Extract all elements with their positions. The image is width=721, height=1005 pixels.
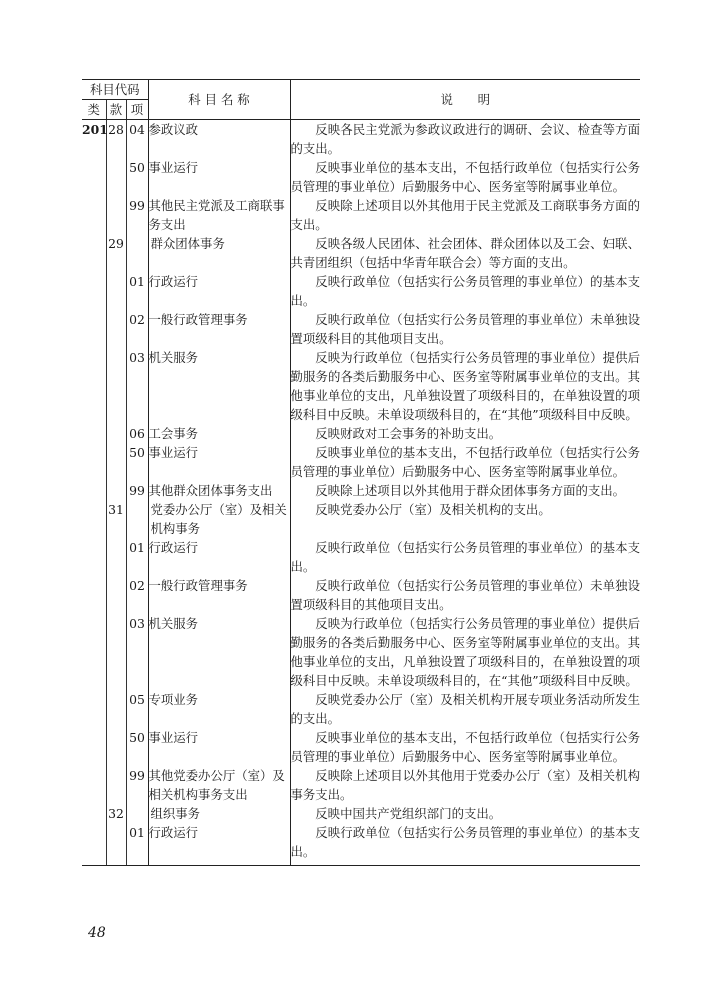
row-lei-code: 201 — [82, 120, 106, 159]
row-description: 反映事业单位的基本支出，不包括行政单位（包括实行公务员管理的事业单位）后勤服务中心、医务室等附属事业单位。 — [290, 445, 640, 479]
row-kuan-code — [106, 310, 126, 348]
row-subject-name: 机关服务 — [148, 614, 290, 690]
row-xiang-code: 50 — [126, 728, 148, 766]
row-kuan-code — [106, 728, 126, 766]
row-lei-code — [82, 614, 106, 690]
row-xiang-code: 01 — [126, 823, 148, 866]
row-description: 反映党委办公厅（室）及相关机构开展专项业务活动所发生的支出。 — [290, 692, 640, 726]
row-description: 反映中国共产党组织部门的支出。 — [315, 806, 502, 821]
row-subject-name: 事业运行 — [148, 443, 290, 481]
row-kuan-code — [106, 576, 126, 614]
row-kuan-code: 32 — [106, 804, 126, 823]
row-xiang-code: 03 — [126, 348, 148, 424]
row-kuan-code: 28 — [106, 120, 126, 159]
row-description: 反映各民主党派为参政议政进行的调研、会议、检查等方面的支出。 — [290, 122, 640, 156]
table-row — [82, 823, 640, 866]
row-lei-code — [82, 481, 106, 500]
row-xiang-code: 50 — [126, 158, 148, 196]
row-xiang-code — [126, 804, 148, 823]
header-xiang: 项 — [126, 100, 148, 120]
table-row — [82, 538, 640, 576]
table-row — [82, 690, 640, 728]
row-lei-code — [82, 823, 106, 866]
row-kuan-code — [106, 690, 126, 728]
row-description: 反映财政对工会事务的补助支出。 — [315, 426, 502, 441]
row-lei-code — [82, 196, 106, 234]
row-lei-code — [82, 804, 106, 823]
row-kuan-code: 29 — [106, 234, 126, 272]
row-kuan-code — [106, 348, 126, 424]
page-number: 48 — [88, 925, 106, 941]
row-lei-code — [82, 690, 106, 728]
row-description: 反映除上述项目以外其他用于党委办公厅（室）及相关机构事务支出。 — [290, 768, 640, 802]
row-description: 反映为行政单位（包括实行公务员管理的事业单位）提供后勤服务的各类后勤服务中心、医务室等附属事业单位的支出。其他事业单位的支出，凡单独设置了项级科目的，在单独设置的项级科目中反映。未单设项级科目的，在“其他”项级科目中反映。 — [290, 616, 640, 688]
row-description: 反映行政单位（包括实行公务员管理的事业单位）未单独设置项级科目的其他项目支出。 — [290, 578, 640, 612]
row-description: 反映除上述项目以外其他用于民主党派及工商联事务方面的支出。 — [290, 198, 640, 232]
row-lei-code — [82, 424, 106, 443]
row-lei-code — [82, 766, 106, 804]
row-lei-code — [82, 272, 106, 310]
table-row — [82, 728, 640, 766]
row-xiang-code — [126, 234, 148, 272]
row-lei-code — [82, 310, 106, 348]
row-subject-name: 组织事务 — [148, 804, 290, 823]
table-row — [82, 500, 640, 538]
row-subject-name: 一般行政管理事务 — [148, 310, 290, 348]
row-subject-name: 行政运行 — [148, 272, 290, 310]
row-description: 反映事业单位的基本支出，不包括行政单位（包括实行公务员管理的事业单位）后勤服务中心、医务室等附属事业单位。 — [290, 730, 640, 764]
header-code-group: 科目代码 — [82, 80, 148, 100]
table-row — [82, 234, 640, 272]
row-xiang-code: 02 — [126, 310, 148, 348]
row-lei-code — [82, 538, 106, 576]
row-xiang-code: 99 — [126, 766, 148, 804]
row-subject-name: 党委办公厅（室）及相关机构事务 — [148, 500, 290, 538]
header-subject-name: 科 目 名 称 — [148, 80, 290, 120]
header-kuan: 款 — [106, 100, 126, 120]
table-row — [82, 120, 640, 159]
table-row — [82, 576, 640, 614]
table-row — [82, 424, 640, 443]
table-row — [82, 272, 640, 310]
row-kuan-code — [106, 481, 126, 500]
row-subject-name: 行政运行 — [148, 823, 290, 866]
row-lei-code — [82, 234, 106, 272]
row-subject-name: 机关服务 — [148, 348, 290, 424]
row-xiang-code: 50 — [126, 443, 148, 481]
row-xiang-code: 01 — [126, 272, 148, 310]
row-xiang-code: 99 — [126, 196, 148, 234]
row-xiang-code: 06 — [126, 424, 148, 443]
row-kuan-code — [106, 424, 126, 443]
row-description: 反映行政单位（包括实行公务员管理的事业单位）未单独设置项级科目的其他项目支出。 — [290, 312, 640, 346]
row-subject-name: 行政运行 — [148, 538, 290, 576]
row-description: 反映党委办公厅（室）及相关机构的支出。 — [315, 502, 551, 517]
row-xiang-code: 04 — [126, 120, 148, 159]
row-kuan-code — [106, 196, 126, 234]
table-body — [82, 120, 640, 866]
row-subject-name: 事业运行 — [148, 158, 290, 196]
row-xiang-code — [126, 500, 148, 538]
row-description: 反映各级人民团体、社会团体、群众团体以及工会、妇联、共青团组织（包括中华青年联合会）等方面的支出。 — [290, 236, 640, 270]
row-subject-name: 其他党委办公厅（室）及相关机构事务支出 — [148, 766, 290, 804]
row-lei-code — [82, 500, 106, 538]
row-subject-name: 专项业务 — [148, 690, 290, 728]
row-xiang-code: 05 — [126, 690, 148, 728]
row-xiang-code: 02 — [126, 576, 148, 614]
table-row — [82, 804, 640, 823]
row-subject-name: 其他民主党派及工商联事务支出 — [148, 196, 290, 234]
row-kuan-code: 31 — [106, 500, 126, 538]
row-kuan-code — [106, 766, 126, 804]
row-kuan-code — [106, 443, 126, 481]
table-row — [82, 158, 640, 196]
row-description: 反映行政单位（包括实行公务员管理的事业单位）的基本支出。 — [290, 823, 640, 866]
row-subject-name: 参政议政 — [148, 120, 290, 159]
row-lei-code — [82, 443, 106, 481]
budget-subject-table — [82, 79, 640, 866]
row-lei-code — [82, 158, 106, 196]
row-subject-name: 一般行政管理事务 — [148, 576, 290, 614]
row-kuan-code — [106, 614, 126, 690]
header-description: 说 明 — [290, 80, 640, 120]
row-description: 反映为行政单位（包括实行公务员管理的事业单位）提供后勤服务的各类后勤服务中心、医务室等附属事业单位的支出。其他事业单位的支出，凡单独设置了项级科目的，在单独设置的项级科目中反映。未单设项级科目的，在“其他”项级科目中反映。 — [290, 350, 640, 422]
table-row — [82, 443, 640, 481]
row-xiang-code: 03 — [126, 614, 148, 690]
row-kuan-code — [106, 823, 126, 866]
table-row — [82, 481, 640, 500]
row-subject-name: 工会事务 — [148, 424, 290, 443]
row-lei-code — [82, 728, 106, 766]
row-description: 反映行政单位（包括实行公务员管理的事业单位）的基本支出。 — [290, 540, 640, 574]
row-lei-code — [82, 576, 106, 614]
row-xiang-code: 01 — [126, 538, 148, 576]
row-kuan-code — [106, 158, 126, 196]
table-row — [82, 310, 640, 348]
header-lei: 类 — [82, 100, 106, 120]
row-lei-code — [82, 348, 106, 424]
row-description: 反映除上述项目以外其他用于群众团体事务方面的支出。 — [315, 483, 626, 498]
row-description: 反映行政单位（包括实行公务员管理的事业单位）的基本支出。 — [290, 274, 640, 308]
row-xiang-code: 99 — [126, 481, 148, 500]
row-kuan-code — [106, 538, 126, 576]
row-subject-name: 群众团体事务 — [148, 234, 290, 272]
row-kuan-code — [106, 272, 126, 310]
table-row — [82, 348, 640, 424]
table-row — [82, 766, 640, 804]
row-subject-name: 事业运行 — [148, 728, 290, 766]
row-subject-name: 其他群众团体事务支出 — [148, 481, 290, 500]
table-row — [82, 614, 640, 690]
table-row — [82, 196, 640, 234]
row-description: 反映事业单位的基本支出，不包括行政单位（包括实行公务员管理的事业单位）后勤服务中心、医务室等附属事业单位。 — [290, 160, 640, 194]
